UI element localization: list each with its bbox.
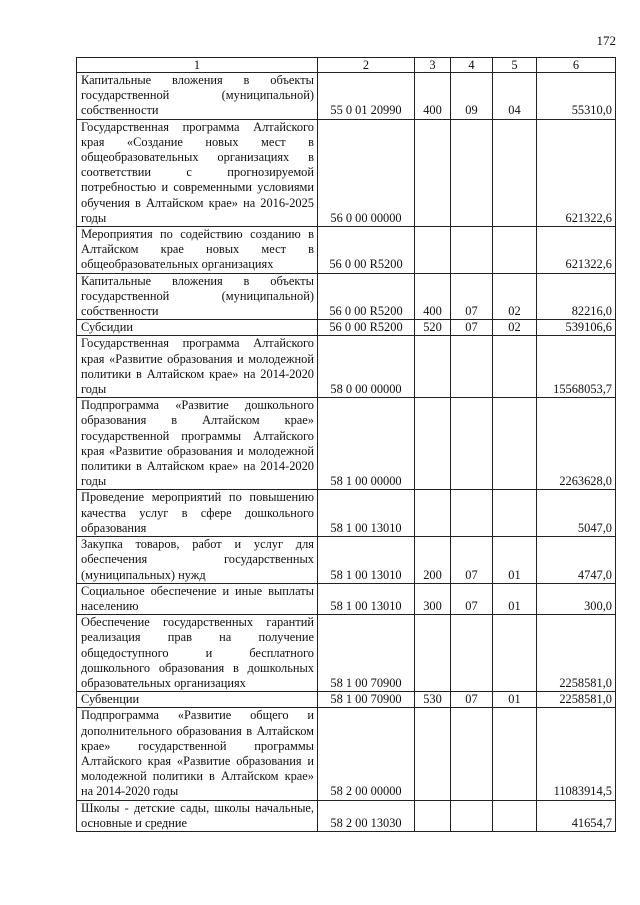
row-code: 56 0 00 R5200 — [318, 227, 415, 274]
budget-table — [76, 57, 616, 832]
row-section — [451, 800, 493, 831]
row-amount: 621322,6 — [537, 227, 616, 274]
row-subsection: 01 — [493, 692, 537, 708]
row-code: 58 1 00 13010 — [318, 583, 415, 614]
table-row — [77, 537, 616, 584]
column-header-6: 6 — [537, 58, 616, 73]
table-row — [77, 119, 616, 226]
row-amount: 2258581,0 — [537, 692, 616, 708]
table-row — [77, 692, 616, 708]
table-row — [77, 273, 616, 320]
row-subsection: 04 — [493, 73, 537, 120]
row-expense-type — [415, 708, 451, 800]
row-expense-type: 300 — [415, 583, 451, 614]
row-amount: 11083914,5 — [537, 708, 616, 800]
column-header-1: 1 — [77, 58, 318, 73]
row-amount: 15568053,7 — [537, 336, 616, 398]
row-expense-type — [415, 615, 451, 692]
column-header-3: 3 — [415, 58, 451, 73]
row-expense-type: 200 — [415, 537, 451, 584]
row-amount: 41654,7 — [537, 800, 616, 831]
row-code: 58 1 00 70900 — [318, 692, 415, 708]
row-name: Субсидии — [77, 320, 318, 336]
table-row — [77, 708, 616, 800]
row-code: 58 1 00 00000 — [318, 398, 415, 490]
row-amount: 2258581,0 — [537, 615, 616, 692]
row-section: 07 — [451, 583, 493, 614]
row-name: Подпрограмма «Развитие общего и дополнительного образования в Алтайском крае» государственной программы Алтайского края «Развитие образования и молодежной политики в Алтайском крае» на 2014-2020 годы — [77, 708, 318, 800]
table-row — [77, 490, 616, 537]
table-row — [77, 336, 616, 398]
row-name: Социальное обеспечение и иные выплаты населению — [77, 583, 318, 614]
row-section: 09 — [451, 73, 493, 120]
row-code: 56 0 00 R5200 — [318, 273, 415, 320]
table-row — [77, 398, 616, 490]
row-name: Обеспечение государственных гарантий реализация прав на получение общедоступного и бесплатного дошкольного образования в дошкольных образовательных организациях — [77, 615, 318, 692]
row-name: Субвенции — [77, 692, 318, 708]
row-section — [451, 615, 493, 692]
row-amount: 300,0 — [537, 583, 616, 614]
row-section — [451, 119, 493, 226]
row-expense-type — [415, 398, 451, 490]
row-name: Государственная программа Алтайского края «Создание новых мест в общеобразовательных организациях в соответствии с прогнозируемой потребностью и современными условиями обучения в Алтайском крае» на 2016-2025 годы — [77, 119, 318, 226]
table-row — [77, 320, 616, 336]
table-body — [77, 73, 616, 832]
row-expense-type — [415, 490, 451, 537]
row-name: Проведение мероприятий по повышению качества услуг в сфере дошкольного образования — [77, 490, 318, 537]
row-section — [451, 336, 493, 398]
row-expense-type — [415, 227, 451, 274]
row-section: 07 — [451, 537, 493, 584]
row-section: 07 — [451, 692, 493, 708]
row-name: Капитальные вложения в объекты государственной (муниципальной) собственности — [77, 273, 318, 320]
row-code: 58 1 00 13010 — [318, 490, 415, 537]
row-subsection — [493, 336, 537, 398]
row-amount: 2263628,0 — [537, 398, 616, 490]
row-amount: 82216,0 — [537, 273, 616, 320]
row-subsection — [493, 615, 537, 692]
row-subsection — [493, 800, 537, 831]
row-section: 07 — [451, 273, 493, 320]
row-code: 56 0 00 R5200 — [318, 320, 415, 336]
row-name: Капитальные вложения в объекты государственной (муниципальной) собственности — [77, 73, 318, 120]
row-subsection — [493, 398, 537, 490]
row-expense-type: 520 — [415, 320, 451, 336]
row-name: Государственная программа Алтайского края «Развитие образования и молодежной политики в Алтайском крае» на 2014-2020 годы — [77, 336, 318, 398]
row-amount: 5047,0 — [537, 490, 616, 537]
row-subsection: 02 — [493, 273, 537, 320]
row-name: Подпрограмма «Развитие дошкольного образования в Алтайском крае» государственной программы Алтайского края «Развитие образования и молодежной политики в Алтайском крае» на 2014-2020 годы — [77, 398, 318, 490]
column-header-5: 5 — [493, 58, 537, 73]
row-amount: 55310,0 — [537, 73, 616, 120]
row-name: Школы - детские сады, школы начальные, основные и средние — [77, 800, 318, 831]
row-expense-type — [415, 800, 451, 831]
column-header-4: 4 — [451, 58, 493, 73]
row-code: 56 0 00 00000 — [318, 119, 415, 226]
row-section — [451, 398, 493, 490]
table-row — [77, 583, 616, 614]
row-amount: 539106,6 — [537, 320, 616, 336]
row-subsection: 02 — [493, 320, 537, 336]
row-code: 58 2 00 13030 — [318, 800, 415, 831]
row-expense-type — [415, 119, 451, 226]
table-row — [77, 615, 616, 692]
row-expense-type: 530 — [415, 692, 451, 708]
row-subsection — [493, 119, 537, 226]
row-name: Мероприятия по содействию созданию в Алтайском крае новых мест в общеобразовательных организациях — [77, 227, 318, 274]
row-subsection — [493, 708, 537, 800]
row-code: 58 1 00 70900 — [318, 615, 415, 692]
table-row — [77, 800, 616, 831]
table-row — [77, 73, 616, 120]
column-number-row — [77, 58, 616, 73]
row-code: 58 0 00 00000 — [318, 336, 415, 398]
row-section: 07 — [451, 320, 493, 336]
table-row — [77, 227, 616, 274]
row-amount: 4747,0 — [537, 537, 616, 584]
row-code: 58 1 00 13010 — [318, 537, 415, 584]
row-section — [451, 490, 493, 537]
row-subsection: 01 — [493, 583, 537, 614]
row-code: 58 2 00 00000 — [318, 708, 415, 800]
row-subsection — [493, 490, 537, 537]
row-section — [451, 708, 493, 800]
row-subsection — [493, 227, 537, 274]
row-expense-type — [415, 336, 451, 398]
row-code: 55 0 01 20990 — [318, 73, 415, 120]
page-number: 172 — [596, 33, 616, 48]
row-subsection: 01 — [493, 537, 537, 584]
row-expense-type: 400 — [415, 273, 451, 320]
row-amount: 621322,6 — [537, 119, 616, 226]
row-expense-type: 400 — [415, 73, 451, 120]
row-section — [451, 227, 493, 274]
row-name: Закупка товаров, работ и услуг для обеспечения государственных (муниципальных) нужд — [77, 537, 318, 584]
column-header-2: 2 — [318, 58, 415, 73]
